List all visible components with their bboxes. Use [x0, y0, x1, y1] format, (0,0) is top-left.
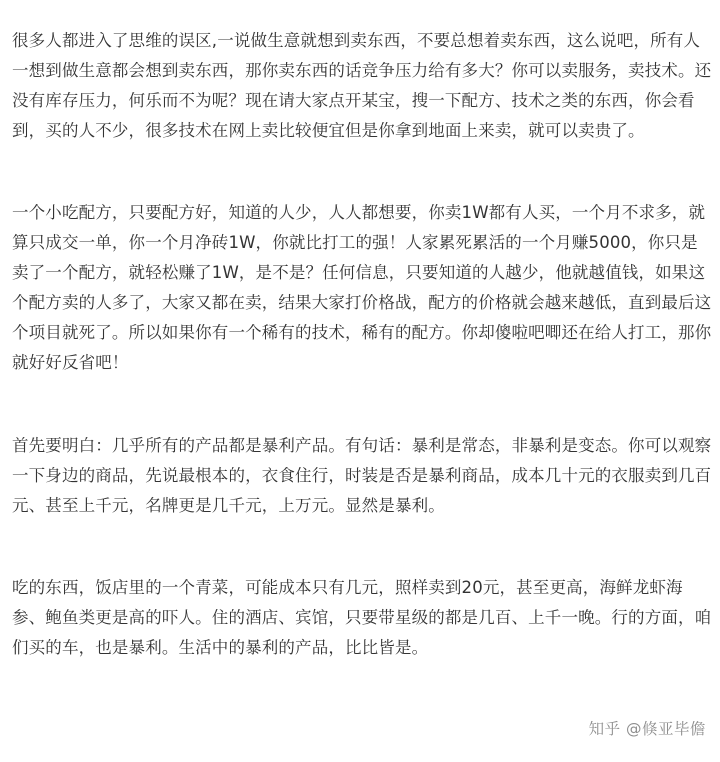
article-body	[12, 26, 712, 663]
paragraph-2: 一个小吃配方，只要配方好，知道的人少，人人都想要，你卖1W都有人买，一个月不求多，就算只成交一单，你一个月净砖1W，你就比打工的强！人家累死累活的一个月赚5000，你只是卖了一个配方，就轻松赚了1W，是不是？任何信息，只要知道的人越少，他就越值钱，如果这个配方卖的人多了，大家又都在卖，结果大家打价格战，配方的价格就会越来越低，直到最后这个项目就死了。所以如果你有一个稀有的技术，稀有的配方。你却傻啦吧唧还在给人打工，那你就好好反省吧！	[12, 203, 712, 372]
paragraph-4: 吃的东西，饭店里的一个青菜，可能成本只有几元，照样卖到20元，甚至更高，海鲜龙虾海参、鲍鱼类更是高的吓人。住的酒店、宾馆，只要带星级的都是几百、上千一晚。行的方面，咱们买的车，也是暴利。生活中的暴利的产品，比比皆是。	[12, 578, 712, 657]
paragraph-3: 首先要明白：几乎所有的产品都是暴利产品。有句话：暴利是常态，非暴利是变态。你可以观察一下身边的商品，先说最根本的，衣食住行，时装是否是暴利商品，成本几十元的衣服卖到几百元、甚至上千元，名牌更是几千元，上万元。显然是暴利。	[12, 436, 712, 515]
paragraph-1: 很多人都进入了思维的误区,一说做生意就想到卖东西，不要总想着卖东西，这么说吧，所有人一想到做生意都会想到卖东西，那你卖东西的话竞争压力给有多大？你可以卖服务，卖技术。还没有库存压力，何乐而不为呢？现在请大家点开某宝，搜一下配方、技术之类的东西，你会看到，买的人不少，很多技术在网上卖比较便宜但是你拿到地面上来卖，就可以卖贵了。	[12, 31, 712, 140]
zhihu-watermark: 知乎 @倏亚毕儋	[588, 720, 706, 738]
